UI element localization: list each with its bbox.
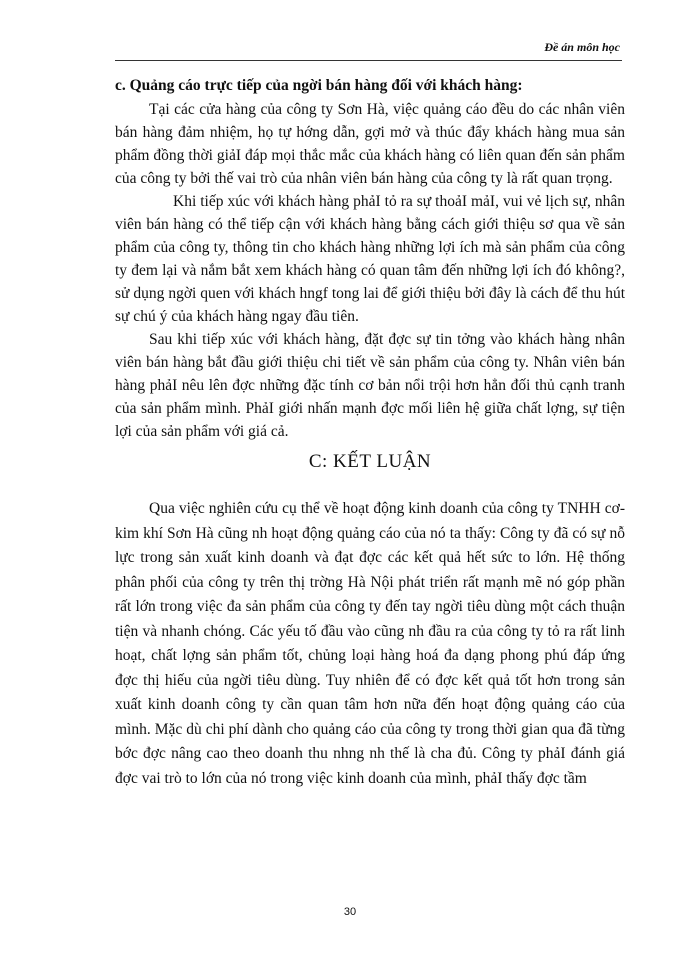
section-heading: c. Quảng cáo trực tiếp của ngời bán hàng đối với khách hàng: — [115, 77, 523, 94]
page-body — [115, 74, 625, 791]
header-divider — [115, 60, 622, 61]
paragraph-3: Sau khi tiếp xúc với khách hàng, đặt đợc sự tin tởng vào khách hàng nhân viên bán hàng bắt đầu giới thiệu chi tiết về sản phẩm của công ty. Nhân viên bán hàng phảI nêu lên đợc những đặc tính cơ bản nổi trội hơn hẳn đối thủ cạnh tranh của sản phẩm mình. PhảI giới nhấn mạnh đợc mối liên hệ giữa chất lợng, sự tiện lợi của sản phẩm với giá cả. — [115, 331, 625, 440]
conclusion-title: C: KẾT LUẬN — [308, 451, 432, 472]
paragraph-1: Tại các cửa hàng của công ty Sơn Hà, việc quảng cáo đều do các nhân viên bán hàng đảm nhiệm, họ tự hớng dẫn, gợi mở và thúc đẩy khách hàng mua sản phẩm đồng thời giảI đáp mọi thắc mắc của khách hàng có liên quan đến sản phẩm của công ty bởi thế vai trò của nhân viên bán hàng của công ty là rất quan trọng. — [115, 101, 625, 187]
page-number: 30 — [343, 906, 357, 918]
conclusion-paragraph: Qua việc nghiên cứu cụ thể về hoạt động kinh doanh của công ty TNHH cơ- kim khí Sơn Hà cũng nh hoạt động quảng cáo của nó ta thấy: Công ty đã có sự nỗ lực trong sản xuất kinh doanh và đạt đợc các kết quả hết sức to lớn. Hệ thống phân phối của công ty trên thị trờng Hà Nội phát triển rất mạnh mẽ nó góp phần rất lớn trong việc đa sản phẩm của công ty đến tay ngời tiêu dùng một cách thuận tiện và nhanh chóng. Các yếu tố đầu vào cũng nh đầu ra của công ty tỏ ra rất linh hoạt, chất lợng sản phẩm tốt, chủng loại hàng hoá đa dạng phong phú đáp ứng đợc thị hiếu của ngời tiêu dùng. Tuy nhiên để có đợc kết quả tốt hơn trong sản xuất kinh doanh công ty cần quan tâm hơn nữa đến hoạt động quảng cáo của mình. Mặc dù chi phí dành cho quảng cáo của công ty trong thời gian qua đã từng bớc đợc nâng cao theo doanh thu nhng nh thế là cha đủ. Công ty phảI đánh giá đợc vai trò to lớn của nó trong việc kinh doanh của mình, phảI thấy đợc tầm — [115, 500, 625, 787]
running-header: Đề án môn học — [544, 40, 620, 54]
paragraph-2: Khi tiếp xúc với khách hàng phảI tỏ ra sự thoảI mảI, vui vẻ lịch sự, nhân viên bán hàng có thể tiếp cận với khách hàng bằng cách giới thiệu sơ qua về sản phẩm của công ty, thông tin cho khách hàng những lợi ích mà sản phẩm của công ty đem lại và nắm bắt xem khách hàng có quan tâm đến những lợi ích đó không?, sử dụng ngời quen với khách hngf tong lai để giới thiệu bởi đây là cách để thu hút sự chú ý của khách hàng ngay đầu tiên. — [115, 193, 625, 325]
